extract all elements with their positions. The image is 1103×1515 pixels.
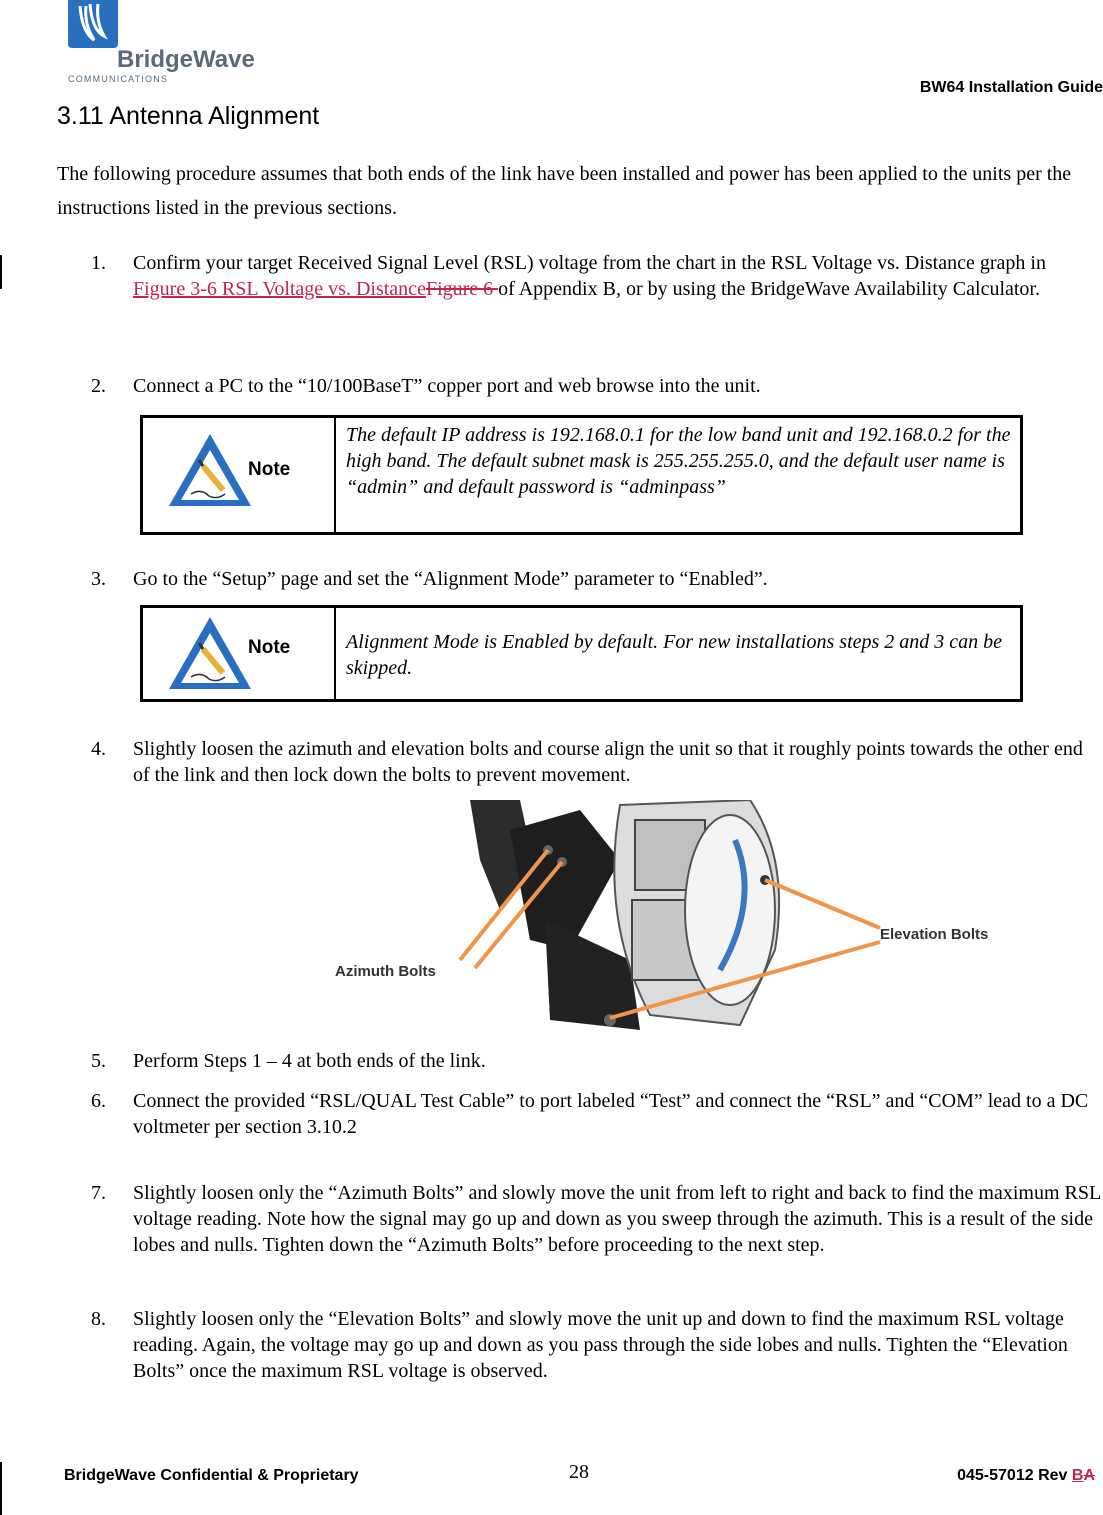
callout-line [765,880,880,928]
step-text: Connect the provided “RSL/QUAL Test Cable” to port labeled “Test” and connect the “RSL” and “COM” lead to a DC voltmeter per section 3.10.2 [133,1090,1089,1138]
step-number: 2. [91,375,106,397]
footer-doc-number [957,1467,1095,1485]
step-number: 6. [91,1090,106,1112]
step-text: Slightly loosen the azimuth and elevation bolts and course align the unit so that it roughly points towards the other end of the link and then lock down the bolts to prevent movement. [133,738,1083,786]
document-title: BW64 Installation Guide [919,79,1103,96]
deleted-text: Figure 6 [425,278,499,300]
warning-triangle-icon [165,430,255,510]
step-number: 7. [91,1182,106,1204]
step-text: Go to the “Setup” page and set the “Alignment Mode” parameter to “Enabled”. [133,568,768,590]
step-1 [91,250,1101,330]
page-number: 28 [569,1461,589,1483]
step-number: 5. [91,1050,106,1072]
note-label: Note [248,637,291,658]
antenna-figure [320,800,1040,1035]
change-bar [0,255,2,289]
note-box-1 [140,415,1023,535]
change-bar [0,1462,2,1515]
step-text-end: of Appendix B, or by using the BridgeWave Availability Calculator. [498,278,1040,300]
note-label: Note [248,459,291,480]
step-text: Slightly loosen only the “Azimuth Bolts” and slowly move the unit from left to right and back to find the maximum RSL voltage reading. Note how the signal may go up and down as you sweep through the azimuth. This is a result of the side lobes and nulls. Tighten down the “Azimuth Bolts” before proceeding to the next step. [133,1182,1101,1256]
step-text: Confirm your target Received Signal Level (RSL) voltage from the chart in the RSL Voltage vs. Distance graph in [133,252,1046,274]
step-number: 8. [91,1308,106,1330]
step-number: 1. [91,252,106,274]
doc-number: 045-57012 Rev [957,1467,1072,1484]
step-number: 4. [91,738,106,760]
step-8 [91,1306,1101,1390]
elevation-bolts-label: Elevation Bolts [880,926,989,943]
logo-name: BridgeWave [117,46,255,73]
step-text: Connect a PC to the “10/100BaseT” copper port and web browse into the unit. [133,375,761,397]
revision-new: B [1071,1467,1084,1484]
step-4 [91,736,1101,792]
note-icon-cell [143,418,336,532]
note-text: Alignment Mode is Enabled by default. For new installations steps 2 and 3 can be skipped. [346,631,1003,679]
intro-paragraph: The following procedure assumes that both ends of the link have been installed and power has been applied to the units per the instructions listed in the previous sections. [57,163,1072,219]
azimuth-bolts-label: Azimuth Bolts [335,963,436,980]
step-2 [91,373,1101,403]
step-3 [91,566,1101,596]
step-number: 3. [91,568,106,590]
figure-link[interactable]: Figure 3-6 RSL Voltage vs. Distance [133,278,426,300]
note-icon-cell [143,608,336,699]
step-text: Perform Steps 1 – 4 at both ends of the link. [133,1050,486,1072]
step-text: Slightly loosen only the “Elevation Bolts” and slowly move the unit up and down to find the maximum RSL voltage reading. Again, the voltage may go up and down as you pass through the side lobes and nulls. Tighten the “Elevation Bolts” once the maximum RSL voltage is observed. [133,1308,1068,1382]
note-text: The default IP address is 192.168.0.1 for the low band unit and 192.168.0.2 for the high band. The default subnet mask is 255.255.255.0, and the default user name is “admin” and default password is “adminpass” [346,424,1011,498]
warning-triangle-icon [165,613,255,693]
footer-confidential: BridgeWave Confidential & Proprietary [64,1467,359,1484]
note-box-2 [140,605,1023,702]
step-7 [91,1180,1101,1290]
step-5 [91,1048,1101,1078]
step-6 [91,1088,1101,1144]
section-heading: 3.11 Antenna Alignment [57,102,320,130]
logo-subtitle: COMMUNICATIONS [68,74,169,84]
logo-mark [68,0,118,48]
revision-old: A [1083,1467,1095,1484]
